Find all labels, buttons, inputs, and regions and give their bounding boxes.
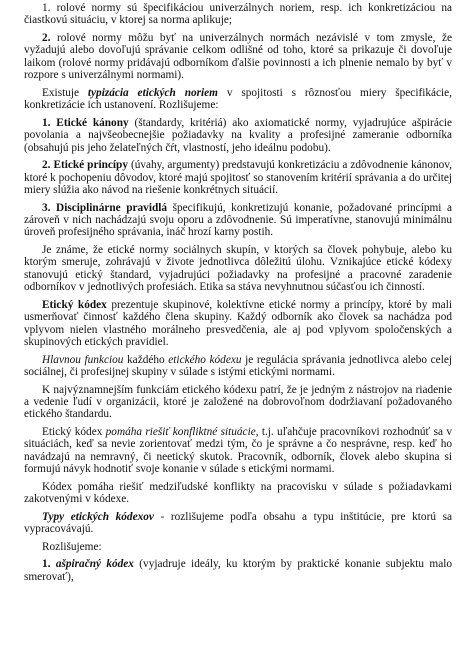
text-run: K najvýznamnejším funkciám etického kódexu patrí, že je jedným z nástrojov na riadenie a vedenie ľudí v organizácii, ktoré je založené na dobrovoľnom dodržiavaní požadovaného etického štandardu. bbox=[24, 383, 452, 421]
paragraph bbox=[24, 354, 452, 379]
bold-text: 3. Disciplinárne pravidlá bbox=[42, 201, 168, 214]
paragraph bbox=[24, 299, 452, 349]
paragraph bbox=[24, 426, 452, 476]
bold-text: Etický kódex bbox=[42, 298, 107, 311]
text-run: Existuje bbox=[42, 86, 88, 99]
paragraph bbox=[24, 202, 452, 239]
bold-text: 1. Etické kánony bbox=[42, 116, 129, 129]
text-run: - rozlišujeme podľa obsahu a typu inštitúcie, pre ktorú sa vypracovávajú. bbox=[24, 510, 452, 536]
text-run: prezentuje skupinové, kolektívne etické normy a princípy, ktoré by mali usmerňovať činnosť každého člena skupiny. Každý odborník ako človek sa nachádza pod vplyvom nielen vlastného morálneho presvedčenia, ale aj pod vplyvom spoločenských a skupinových etických pravidiel. bbox=[24, 298, 452, 349]
text-run: Rozlišujeme: bbox=[42, 540, 102, 553]
text-run: špecifikujú, konkretizujú konanie, požadované princípmi a zároveň v nich nachádzajú svoju oporu a zdôvodnenie. Sú imperatívne, stanovujú minimálnu úroveň profesijného správania, ináč hrozí karny postih. bbox=[24, 201, 452, 239]
text-run: Kódex pomáha riešiť medziľudské konflikty na pracovisku v súlade s požiadavkami zakotvenými v kódexe. bbox=[24, 480, 452, 506]
bold-text: 2. bbox=[42, 32, 57, 44]
text-run: (vyjadruje ideály, ku ktorým by praktické konanie subjektu malo smerovať), bbox=[24, 558, 452, 583]
text-run: je regulácia správania jednotlivca alebo celej sociálnej, či profesijnej skupiny v súlade s istými etickými normami. bbox=[24, 353, 452, 379]
italic-text: pomáha riešiť konfliktné situácie bbox=[105, 426, 256, 439]
bold-text: 2. Etické princípy bbox=[42, 159, 128, 172]
text-run: každého bbox=[123, 353, 169, 366]
paragraph bbox=[24, 32, 452, 82]
paragraph bbox=[24, 87, 452, 112]
text-run: rolové normy sú špecifikáciou univerzálnych noriem, resp. ich konkretizáciou na čiastkovú situáciu, v ktorej sa norma aplikuje; bbox=[24, 2, 452, 27]
italic-text: etického kódexu bbox=[168, 353, 242, 366]
paragraph bbox=[24, 384, 452, 421]
paragraph bbox=[24, 117, 452, 154]
text-run: Je známe, že etické normy sociálnych skupín, v ktorých sa človek pohybuje, alebo ku ktorým smeruje, zohrávajú v živote jednotlivca dôležitú úlohu. Vznikajúce etické kódexy stanovujú etický štandard, vyjadrujúci požiadavky na profesijné a pracovné zaradenie odborníkov v jednotlivých profesiách. Etika sa stáva nevyhnutnou súčasťou ich činností. bbox=[24, 244, 452, 294]
bold-italic-text: Typy etických kódexov bbox=[42, 510, 154, 523]
text-run: (štandardy, kritériá) ako axiomatické normy, vyjadrujúce ašpirácie povolania a najvšeobecnejšie požiadavky na kvality a profesijné zameranie odborníka (obsahujú pis jeho želateľných čŕt, vlastností, jeho ideálnu podobu). bbox=[24, 116, 453, 154]
text-run: Etický kódex bbox=[42, 426, 106, 439]
paragraph bbox=[24, 541, 452, 553]
paragraph bbox=[24, 481, 452, 506]
paragraph bbox=[24, 511, 452, 536]
text-run: v spojitosti s rôznosťou miery špecifikácie, konkretizácie ich ustanovení. Rozlišujeme: bbox=[24, 86, 453, 112]
text-run: rolové normy môžu byť na univerzálnych normách nezávislé v tom zmysle, že vyžadujú alebo dovoľujú správanie celkom odlišné od toho, ktoré sa prikazuje či dovoľuje laikom (rolové normy pridávajú odborníkom ďalšie povinnosti a ich plnenie nemalo by byť v rozpore s univerzálnymi normami). bbox=[24, 32, 452, 82]
text-run: 1. bbox=[42, 2, 57, 14]
paragraph bbox=[24, 2, 452, 27]
bold-italic-text: typizácia etických noriem bbox=[87, 86, 218, 99]
paragraph bbox=[24, 558, 452, 583]
paragraph bbox=[24, 244, 452, 294]
text-run: (úvahy, argumenty) predstavujú konkretizáciu a zdôvodnenie kánonov, ktoré k pochopeniu dôvodov, ktoré majú spojitosť so stanovením kritérií správania a do určitej miery slúžia ako návod na riešenie konkrétnych situácií. bbox=[24, 159, 452, 197]
paragraph bbox=[24, 159, 452, 196]
bold-italic-text: ašpiračný kódex bbox=[55, 558, 134, 571]
text-run: , t.j. uľahčuje pracovníkovi rozhodnúť sa v situáciách, keď sa nevie zorientovať medzi tým, čo je správne a čo nesprávne, resp. keď ho navádzajú na nemravný, či neetický skutok. Pracovník, odborník, človek alebo skupina si formujú návyk hodnotiť svoje konanie v súlade s etickými normami. bbox=[24, 426, 452, 476]
italic-text: Hlavnou funkciou bbox=[42, 353, 124, 366]
bold-text: 1. bbox=[42, 558, 56, 571]
